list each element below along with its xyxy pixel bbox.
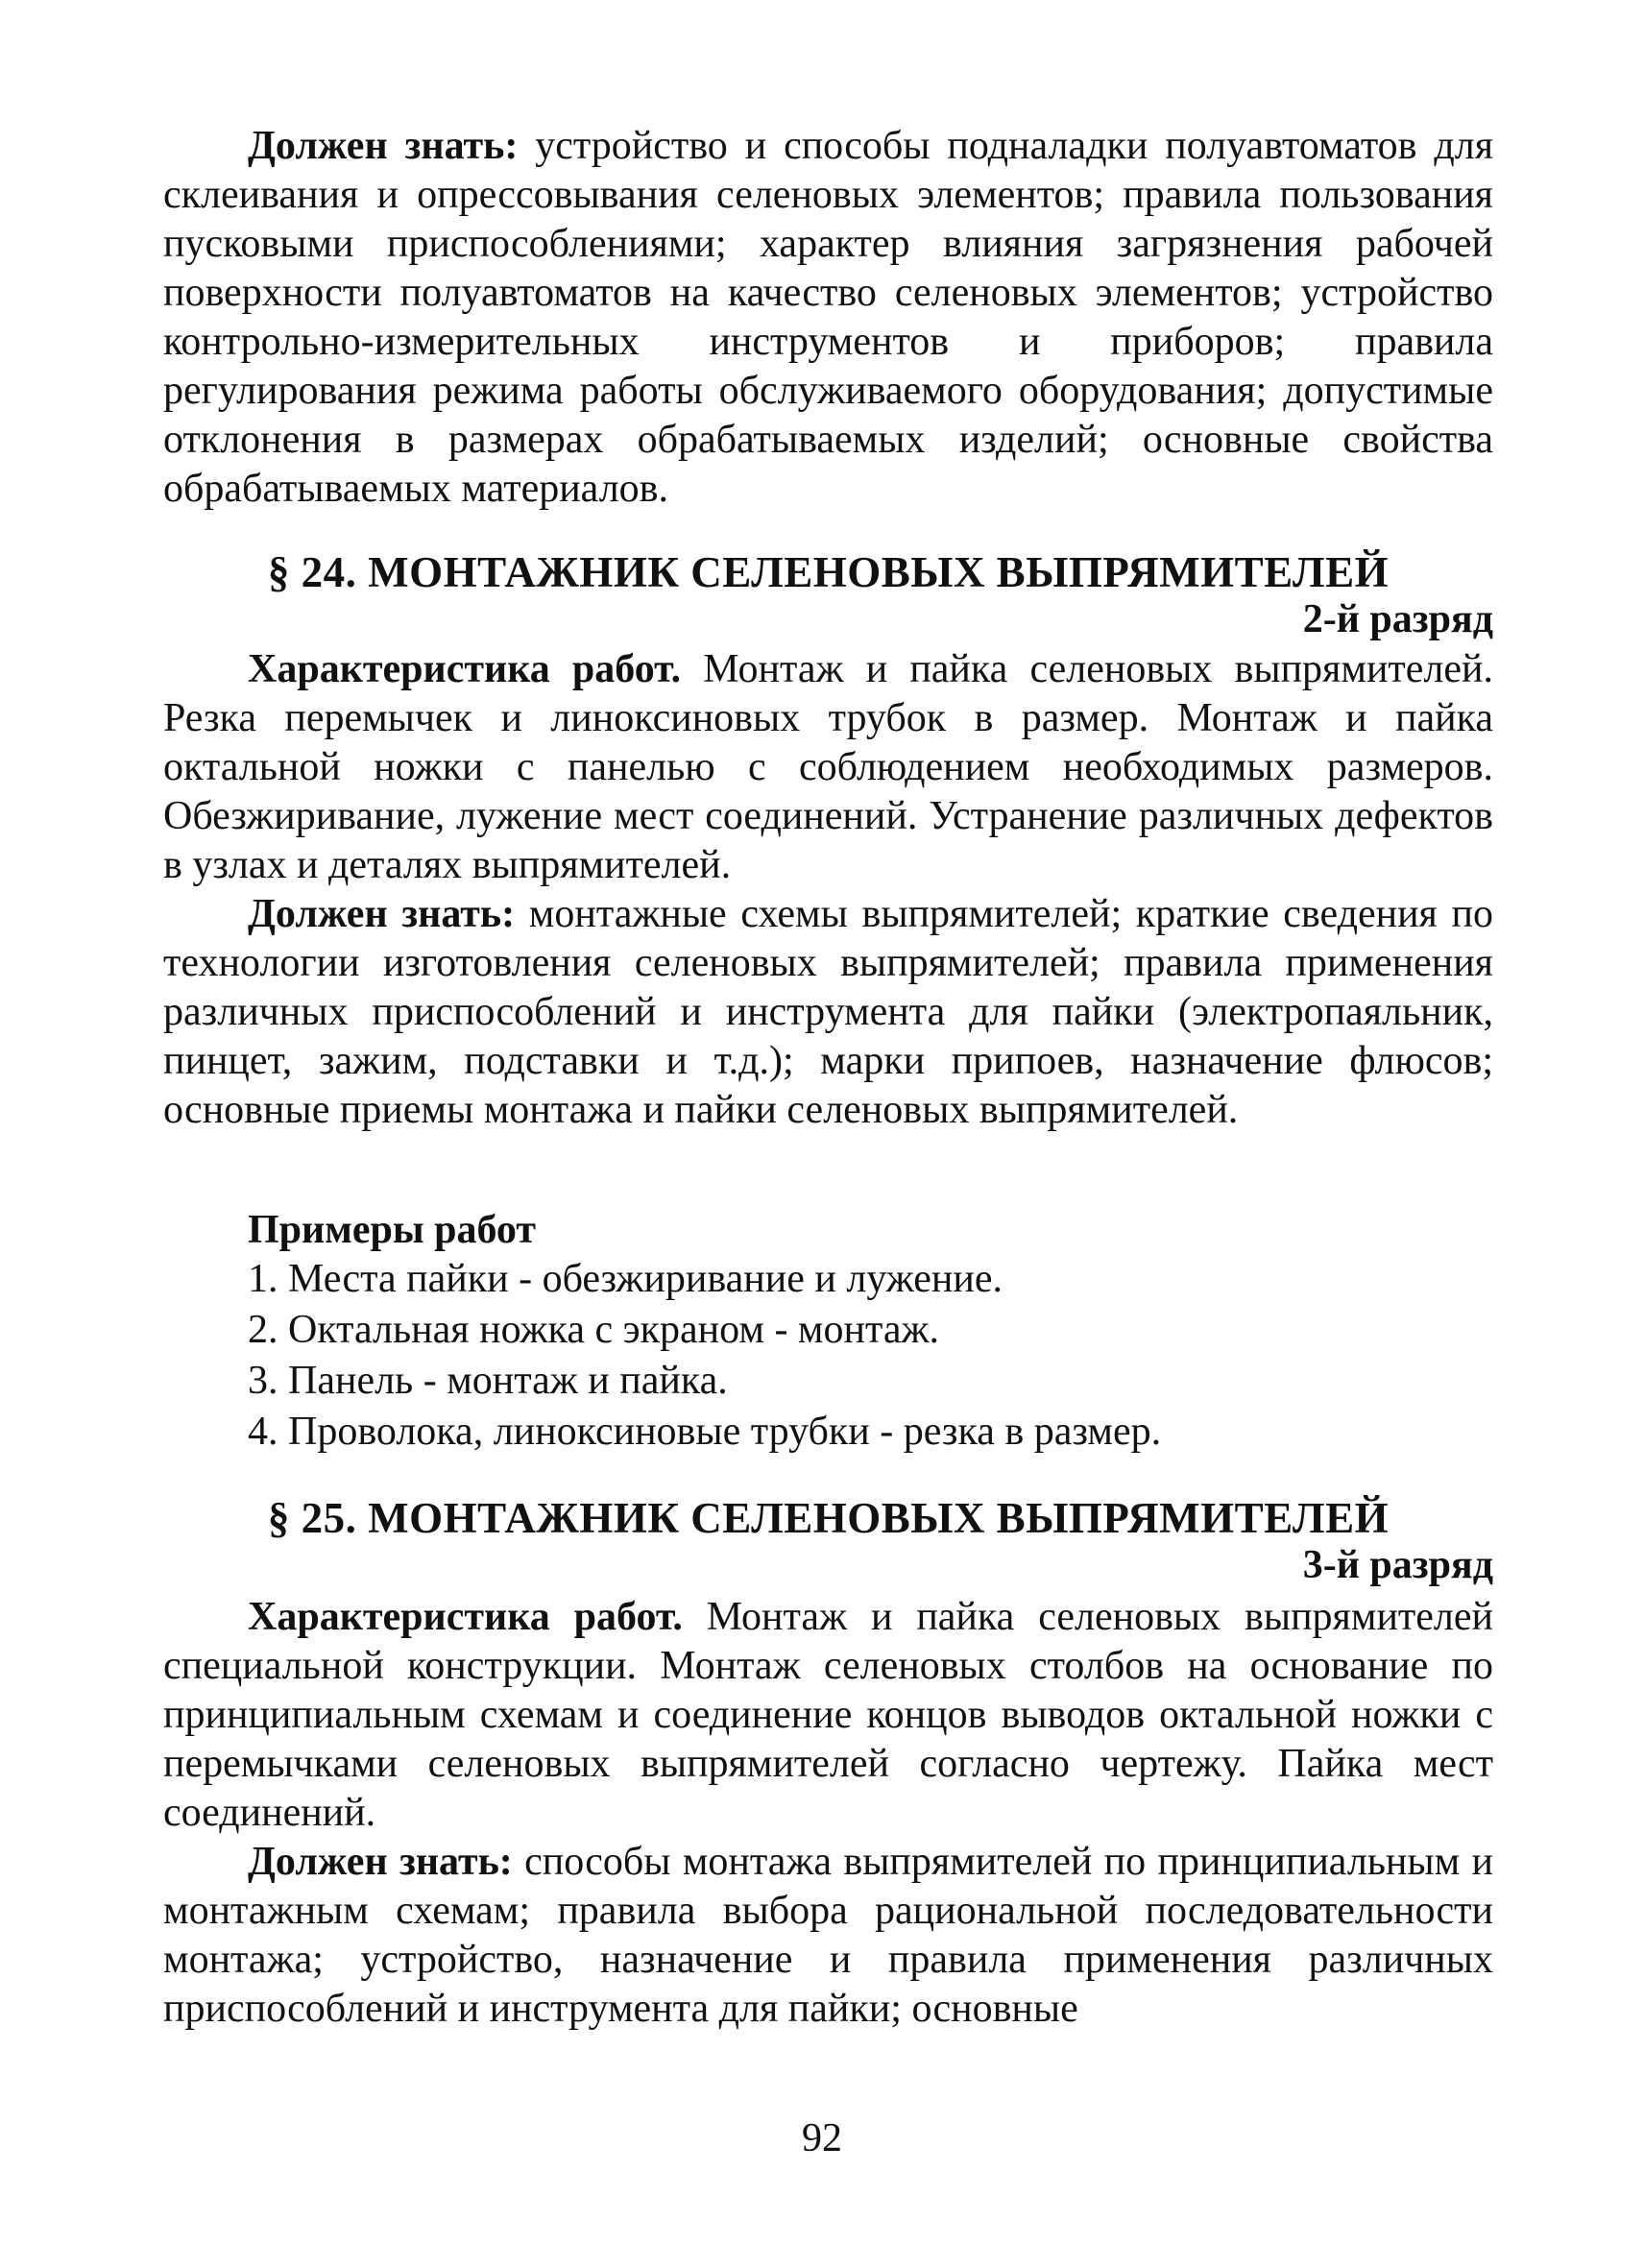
requirements-paragraph-1: [163, 122, 1493, 514]
example-item: 1. Места пайки - обезжиривание и лужение.: [248, 1257, 1003, 1301]
example-item: 3. Панель - монтаж и пайка.: [248, 1359, 728, 1403]
paragraph: [163, 122, 1493, 514]
characteristics-paragraph: [163, 1593, 1493, 1838]
section-25-grade: 3-й разряд: [1302, 1543, 1493, 1587]
examples-title: Примеры работ: [248, 1208, 537, 1252]
section-25-body: [163, 1593, 1493, 2034]
knowledge-text: монтажные схемы выпрямителей; краткие сведения по технологии изготовления селеновых выпрямителей; правила применения различных приспособлений и инструмента для пайки (электропаяльник, пинцет, зажим, подставки и т.д.); марки припоев, назначение флюсов; основные приемы монтажа и пайки селеновых выпрямителей.: [163, 892, 1494, 1132]
knowledge-paragraph: [163, 890, 1493, 1135]
characteristics-text: Монтаж и пайка селеновых выпрямителей. Резка перемычек и линоксиновых трубок в размер. Монтаж и пайка октальной ножки с панелью с соблюдением необходимых размеров. Обезжиривание, лужение мест соединений. Устранение различных дефектов в узлах и деталях выпрямителей.: [163, 647, 1493, 887]
knowledge-paragraph: [163, 1838, 1493, 2034]
paragraph-text: устройство и способы подналадки полуавтоматов для склеивания и опрессовывания селеновых элементов; правила пользования пусковыми приспособлениями; характер влияния загрязнения рабочей поверхности полуавтоматов на качество селеновых элементов; устройство контрольно-измерительных инструментов и приборов; правила регулирования режима работы обслуживаемого оборудования; допустимые отклонения в размерах обрабатываемых изделий; основные свойства обрабатываемых материалов.: [163, 124, 1494, 511]
characteristics-text: Монтаж и пайка селеновых выпрямителей специальной конструкции. Монтаж селеновых столбов на основание по принципиальным схемам и соединение концов выводов октальной ножки с перемычками селеновых выпрямителей согласно чертежу. Пайка мест соединений.: [163, 1595, 1493, 1835]
characteristics-label: Характеристика работ.: [248, 1595, 683, 1639]
page-number: 92: [802, 2116, 842, 2160]
characteristics-paragraph: [163, 645, 1493, 890]
section-25-heading: § 25. МОНТАЖНИК СЕЛЕНОВЫХ ВЫПРЯМИТЕЛЕЙ: [267, 1494, 1390, 1542]
knowledge-text: способы монтажа выпрямителей по принципиальным и монтажным схемам; правила выбора рациональной последовательности монтажа; устройство, назначение и правила применения различных приспособлений и инструмента для пайки; основные: [163, 1840, 1494, 2031]
paragraph-label: Должен знать:: [248, 124, 519, 168]
example-item: 4. Проволока, линоксиновые трубки - резка в размер.: [248, 1410, 1162, 1454]
examples-list: [248, 1254, 1161, 1458]
knowledge-label: Должен знать:: [248, 892, 516, 936]
knowledge-label: Должен знать:: [248, 1840, 513, 1884]
section-24-heading: § 24. МОНТАЖНИК СЕЛЕНОВЫХ ВЫПРЯМИТЕЛЕЙ: [267, 548, 1390, 596]
section-24-body: [163, 645, 1493, 1135]
section-24-grade: 2-й разряд: [1302, 597, 1493, 641]
characteristics-label: Характеристика работ.: [248, 647, 682, 691]
example-item: 2. Октальная ножка с экраном - монтаж.: [248, 1308, 940, 1352]
